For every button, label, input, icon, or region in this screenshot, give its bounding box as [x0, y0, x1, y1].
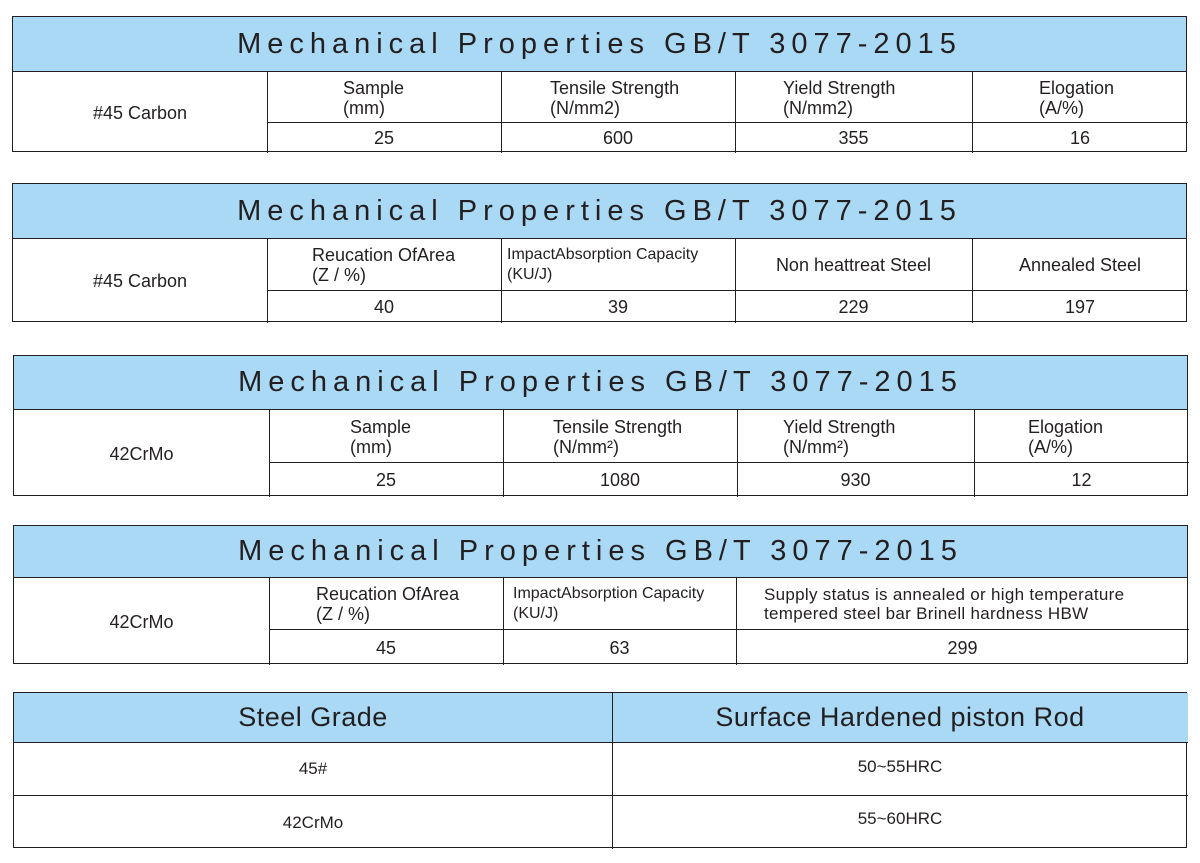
value-elongation: 12: [1071, 470, 1092, 490]
column-header-surface-hardened: Surface Hardened piston Rod: [612, 693, 1188, 743]
material-label: #45 Carbon: [92, 271, 188, 291]
value-reduction-of-area: 40: [373, 297, 395, 317]
table-title: Mechanical Properties GB/T 3077-2015: [14, 356, 1187, 410]
material-label: #45 Carbon: [92, 102, 188, 123]
header-reduction-of-area: Reucation OfArea (Z / %): [312, 245, 456, 285]
properties-table-1: [12, 16, 1187, 152]
header-reduction-of-area: Reucation OfArea (Z / %): [316, 584, 460, 624]
value-impact-absorption: 39: [607, 297, 629, 317]
properties-table-3: [13, 355, 1188, 496]
value-elongation: 16: [1069, 128, 1091, 148]
value-yield-strength: 930: [840, 470, 871, 490]
value-yield-strength: 355: [838, 128, 869, 148]
material-label: 42CrMo: [109, 443, 174, 464]
header-elongation: Elogation (A/%): [1028, 416, 1104, 457]
header-supply-status: Supply status is annealed or high temperature tempered steel bar Brinell hardness HBW: [764, 585, 1125, 623]
value-impact-absorption: 63: [609, 637, 630, 658]
value-tensile-strength: 600: [602, 128, 634, 148]
header-non-heattreat-steel: Non heattreat Steel: [775, 255, 932, 275]
header-tensile-strength: Tensile Strength (N/mm2): [550, 77, 680, 118]
value-non-heattreat-steel: 229: [838, 297, 869, 317]
properties-table-4: [13, 525, 1188, 664]
header-sample: Sample (mm): [343, 77, 405, 118]
hardness-42crmo: 55~60HRC: [857, 809, 943, 828]
hardness-45: 50~55HRC: [857, 757, 943, 776]
column-header-steel-grade: Steel Grade: [14, 693, 612, 743]
header-tensile-strength: Tensile Strength (N/mm²): [553, 416, 683, 457]
table-title: Mechanical Properties GB/T 3077-2015: [13, 184, 1186, 239]
value-annealed-steel: 197: [1064, 297, 1096, 317]
hardness-table: [13, 692, 1187, 848]
value-brinell-hardness: 299: [947, 637, 978, 658]
grade-45: 45#: [298, 759, 328, 778]
grade-42crmo: 42CrMo: [282, 812, 344, 832]
header-yield-strength: Yield Strength (N/mm²): [783, 416, 896, 457]
header-impact-absorption: ImpactAbsorption Capacity (KU/J): [507, 246, 699, 283]
value-tensile-strength: 1080: [599, 470, 641, 490]
header-elongation: Elogation (A/%): [1039, 77, 1115, 118]
value-sample: 25: [375, 470, 397, 490]
value-sample: 25: [373, 128, 395, 148]
header-sample: Sample (mm): [350, 416, 412, 457]
value-reduction-of-area: 45: [375, 637, 397, 658]
header-yield-strength: Yield Strength (N/mm2): [783, 77, 896, 118]
table-title: Mechanical Properties GB/T 3077-2015: [13, 17, 1186, 72]
properties-table-2: [12, 183, 1187, 322]
material-label: 42CrMo: [109, 611, 174, 632]
header-annealed-steel: Annealed Steel: [1018, 255, 1142, 275]
table-title: Mechanical Properties GB/T 3077-2015: [14, 526, 1187, 578]
header-impact-absorption: ImpactAbsorption Capacity (KU/J): [513, 585, 705, 622]
